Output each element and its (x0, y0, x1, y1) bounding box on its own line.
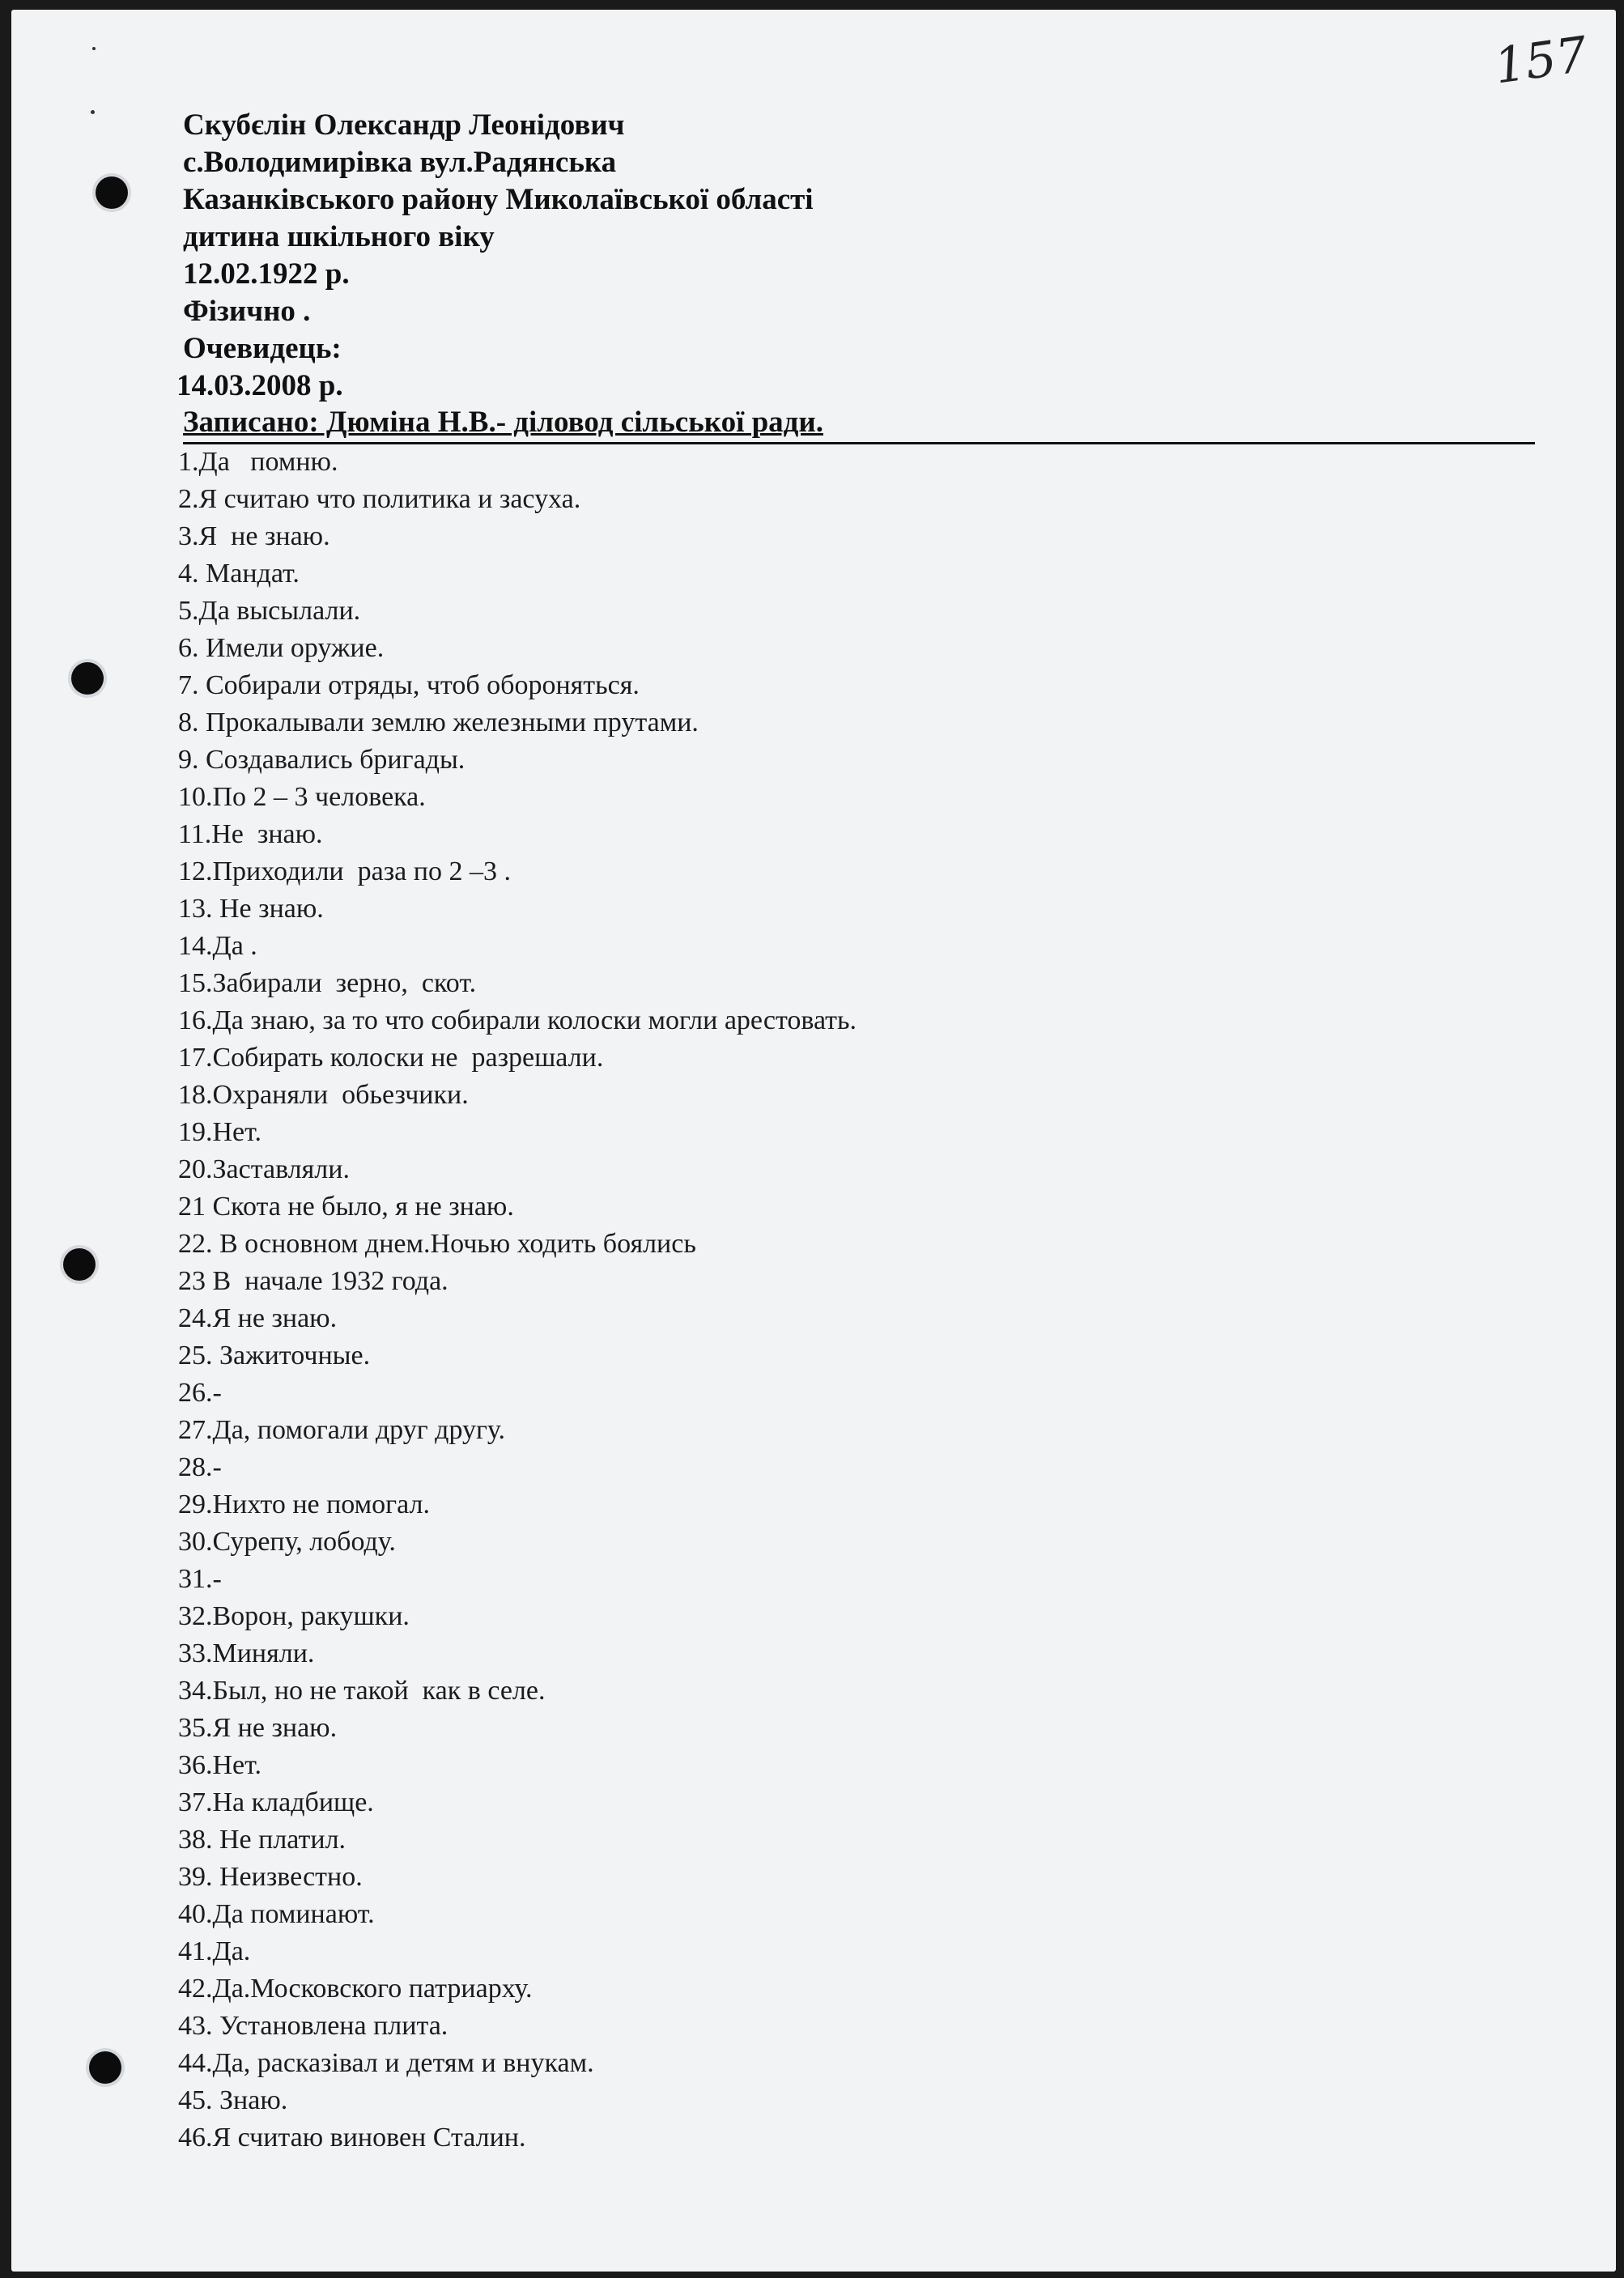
answer-item: 37.На кладбище. (178, 1787, 374, 1817)
punch-hole (96, 176, 128, 209)
answer-item: 26.- (178, 1378, 222, 1408)
witness-label: Очевидець: (183, 332, 342, 365)
answer-item: 40.Да поминают. (178, 1899, 375, 1929)
answer-item: 34.Был, но не такой как в селе. (178, 1676, 546, 1706)
answer-item: 2.Я считаю что политика и засуха. (178, 484, 581, 514)
answer-item: 18.Охраняли обьезчики. (178, 1080, 469, 1110)
answer-item: 23 В начале 1932 года. (178, 1266, 449, 1296)
answer-item: 27.Да, помогали друг другу. (178, 1415, 506, 1445)
answer-item: 31.- (178, 1564, 222, 1594)
speck (91, 110, 95, 114)
answer-item: 44.Да, расказівал и детям и внукам. (178, 2048, 594, 2078)
answer-item: 32.Ворон, ракушки. (178, 1601, 410, 1631)
answer-item: 46.Я считаю виновен Сталин. (178, 2123, 526, 2153)
answer-item: 25. Зажиточные. (178, 1341, 371, 1371)
age-group: дитина шкільного віку (183, 220, 495, 253)
answer-list (178, 444, 1473, 2157)
answer-item: 4. Мандат. (178, 559, 300, 589)
answer-item: 10.По 2 – 3 человека. (178, 782, 426, 812)
answer-item: 5.Да высылали. (178, 596, 361, 626)
answer-item: 16.Да знаю, за то что собирали колоски могли арестовать. (178, 1005, 857, 1035)
answer-item: 8. Прокалывали землю железными прутами. (178, 708, 699, 737)
answer-item: 36.Нет. (178, 1750, 261, 1780)
address-line-2: Казанківського району Миколаївської області (183, 183, 814, 216)
answer-item: 39. Неизвестно. (178, 1862, 363, 1892)
record-date: 14.03.2008 р. (176, 369, 343, 402)
answer-item: 28.- (178, 1452, 222, 1482)
answer-item: 11.Не знаю. (178, 819, 323, 849)
answer-item: 1.Да помню. (178, 447, 338, 477)
answer-item: 9. Создавались бригады. (178, 745, 466, 775)
answer-item: 43. Установлена плита. (178, 2011, 449, 2041)
answer-item: 38. Не платил. (178, 1825, 346, 1855)
answer-item: 21 Скота не было, я не знаю. (178, 1192, 514, 1222)
punch-hole (89, 2051, 121, 2084)
answer-item: 45. Знаю. (178, 2085, 288, 2115)
answer-item: 13. Не знаю. (178, 894, 324, 924)
answer-item: 7. Собирали отряды, чтоб обороняться. (178, 670, 640, 700)
punch-hole (63, 1248, 96, 1281)
answer-item: 12.Приходили раза по 2 –3 . (178, 856, 511, 886)
address-line-1: с.Володимирівка вул.Радянська (183, 146, 617, 179)
respondent-name: Скубєлін Олександр Леонідович (183, 108, 625, 142)
interview-header (176, 107, 1535, 444)
recorded-by-line (183, 405, 1535, 444)
handwritten-page-number: 157 (1490, 26, 1591, 96)
answer-item: 29.Нихто не помогал. (178, 1490, 430, 1519)
answer-item: 15.Забирали зерно, скот. (178, 968, 477, 998)
answer-item: 14.Да . (178, 931, 257, 961)
document-page (11, 10, 1616, 2272)
answer-item: 6. Имели оружие. (178, 633, 385, 663)
answer-item: 20.Заставляли. (178, 1154, 350, 1184)
status: Фізично . (183, 295, 311, 328)
answer-item: 41.Да. (178, 1936, 251, 1966)
answer-item: 35.Я не знаю. (178, 1713, 338, 1743)
answer-item: 17.Собирать колоски не разрешали. (178, 1043, 604, 1073)
answer-item: 24.Я не знаю. (178, 1303, 338, 1333)
answer-item: 30.Сурепу, лободу. (178, 1527, 396, 1557)
birth-date: 12.02.1922 р. (183, 257, 350, 291)
answer-item: 19.Нет. (178, 1117, 261, 1147)
speck (92, 47, 96, 50)
answer-item: 33.Миняли. (178, 1638, 315, 1668)
answer-item: 3.Я не знаю. (178, 521, 330, 551)
punch-hole (71, 662, 104, 695)
answer-item: 42.Да.Московского патриарху. (178, 1974, 533, 2004)
answer-item: 22. В основном днем.Ночью ходить боялись (178, 1229, 696, 1259)
recorded-by: Записано: Дюміна Н.В.- діловод сільської ради. (183, 406, 823, 439)
